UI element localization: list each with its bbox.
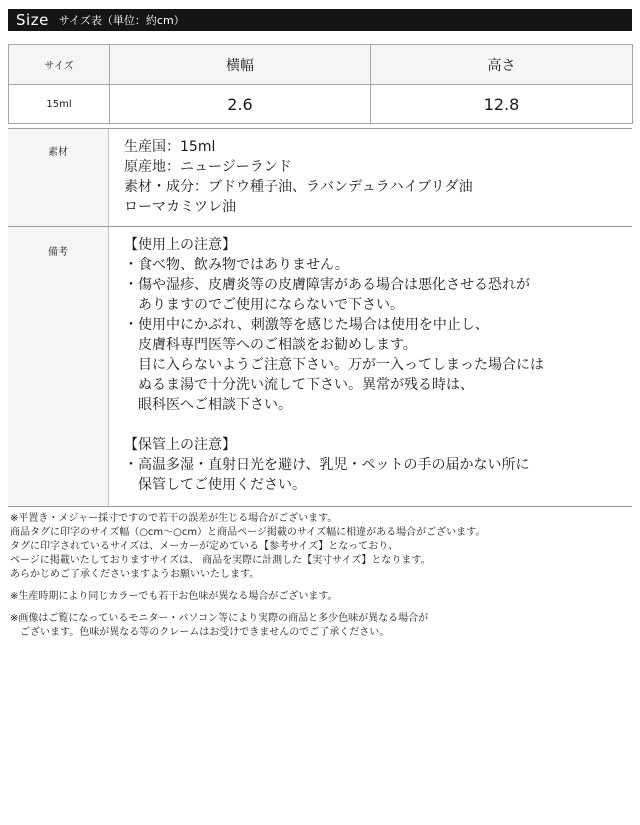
remarks-label: 備考 (48, 247, 68, 258)
footnote-line: あらかじめご了承くださいますようお願いいたします。 (10, 569, 260, 580)
material-line: 生産国：15ml (124, 139, 216, 155)
remarks-line: 【保管上の注意】 (124, 437, 236, 453)
material-line: 原産地：ニュージーランド (124, 159, 292, 175)
size-subtitle: サイズ表（単位：約cm） (58, 14, 185, 27)
footnote-spacer (10, 604, 630, 612)
size-label-header: サイズ (9, 45, 110, 85)
width-value: 2.6 (110, 85, 371, 124)
remarks-line: 眼科医へご相談下さい。 (124, 397, 292, 413)
height-value: 12.8 (371, 85, 633, 124)
material-line: 素材・成分：ブドウ種子油、ラバンデュラハイブリダ油 (124, 179, 473, 195)
size-title: Size (16, 11, 49, 29)
footnotes-top-rule (8, 506, 632, 507)
size-table-row (9, 85, 633, 124)
remarks-line: ・食べ物、飲み物ではありません。 (124, 257, 349, 273)
footnotes (10, 512, 630, 640)
footnote-line: ※生産時期により同じカラーでも若干お色味が異なる場合がございます。 (10, 591, 338, 602)
footnote-line: タグに印字されているサイズは、メーカーが定めている【参考サイズ】となっており、 (10, 541, 399, 552)
remarks-line: ・高温多湿・直射日光を避け、乳児・ペットの手の届かない所に (124, 457, 530, 473)
footnote-line: ございます。色味が異なる等のクレームはお受けできませんのでご了承ください。 (10, 627, 390, 638)
footnote-spacer (10, 582, 630, 590)
material-line: ローマカミツレ油 (124, 199, 236, 215)
remarks-line: ・使用中にかぶれ、刺激等を感じた場合は使用を中止し、 (124, 317, 489, 333)
size-table (8, 44, 633, 124)
footnote-line: 商品タグに印字のサイズ幅（○cm〜○cm）と商品ページ掲載のサイズ幅に相違がある場合がございます。 (10, 527, 486, 538)
width-column-header: 横幅 (110, 45, 371, 85)
footnote-line: ※平置き・メジャー採寸ですので若干の誤差が生じる場合がございます。 (10, 513, 338, 524)
height-column-header: 高さ (371, 45, 633, 85)
remarks-line: ありますのでご使用にならないで下さい。 (124, 297, 404, 313)
material-details (124, 137, 473, 217)
remarks-line: 目に入らないようご注意下さい。万が一入ってしまった場合には (124, 357, 544, 373)
footnote-line: ※画像はご覧になっているモニター・パソコン等により実際の商品と多少色味が異なる場合が (10, 613, 429, 624)
size-header-bar (8, 9, 632, 31)
footnote-line: ページに掲載いたしておりますサイズは、 商品を実際に計測した【実寸サイズ】となります。 (10, 555, 431, 566)
size-row-label: 15ml (9, 85, 110, 124)
remarks-line: 【使用上の注意】 (124, 237, 236, 253)
remarks-line: 保管してご使用ください。 (124, 477, 306, 493)
remarks-line (124, 415, 544, 435)
remarks-details (124, 235, 544, 495)
remarks-line: ぬるま湯で十分洗い流して下さい。異常が残る時は、 (124, 377, 474, 393)
remarks-line: 皮膚科専門医等へのご相談をお勧めします。 (124, 337, 417, 353)
size-table-header-row (9, 45, 633, 85)
remarks-label-column (8, 227, 109, 506)
remarks-line: ・傷や湿疹、皮膚炎等の皮膚障害がある場合は悪化させる恐れが (124, 277, 530, 293)
material-label: 素材 (48, 147, 68, 158)
